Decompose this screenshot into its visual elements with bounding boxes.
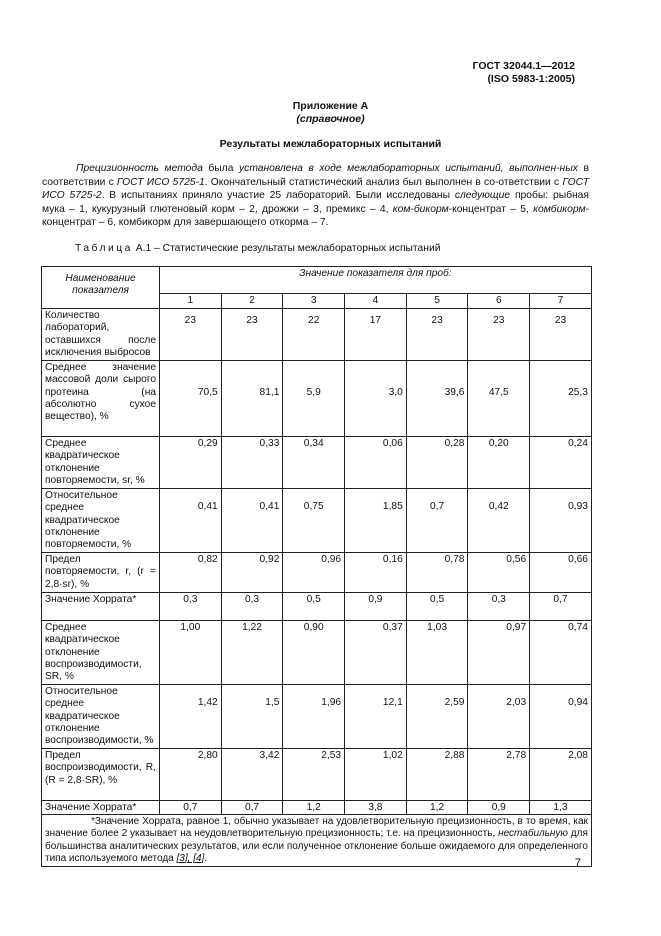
cell-value: 2,03 [468, 685, 530, 749]
cell-value: 81,1 [221, 361, 283, 437]
table-row [42, 749, 592, 801]
cell-value: 2,59 [406, 685, 468, 749]
cell-value: 1,96 [283, 685, 345, 749]
sample-number: 6 [468, 294, 530, 309]
cell-value: 0,66 [530, 553, 592, 593]
cell-value: 0,82 [160, 553, 222, 593]
cell-value: 0,9 [345, 593, 407, 621]
footnote-text: нестабильную [498, 828, 568, 840]
intro-text: ком-бикорм [392, 203, 449, 215]
cell-value: 0,90 [283, 621, 345, 685]
intro-text: -концентрат – 5, [448, 203, 534, 215]
intro-text: -концентрат – 6, комбикорм для завершающего откорма – 7. [42, 203, 590, 229]
cell-value: 0,92 [221, 553, 283, 593]
cell-value: 3,0 [345, 361, 407, 437]
cell-value: 0,93 [530, 489, 592, 553]
intro-paragraph [42, 162, 589, 230]
intro-text: . В испытаниях приняло участие 25 лабораторий. Были исследованы [101, 190, 455, 202]
table-caption-label: Таблица [75, 243, 133, 254]
cell-value: 1,00 [160, 621, 222, 685]
table-caption-text: А.1 – Статистические результаты межлабораторных испытаний [132, 243, 441, 254]
appendix-subtitle: (справочное) [296, 113, 365, 125]
table-row [42, 685, 592, 749]
table-row [42, 489, 592, 553]
intro-text: комбикорм [533, 203, 586, 215]
intro-text: установлена в ходе межлабораторных испытаний, выполнен-ных [239, 163, 578, 174]
cell-value: 0,41 [160, 489, 222, 553]
intro-text: . Окончательный статистический анализ был выполнен в со-ответствии с [204, 176, 563, 188]
cell-value: 47,5 [468, 361, 530, 437]
cell-value: 23 [468, 309, 530, 361]
cell-value: 2,78 [468, 749, 530, 801]
cell-value: 0,28 [406, 437, 468, 489]
cell-value: 70,5 [160, 361, 222, 437]
cell-value: 5,9 [283, 361, 345, 437]
cell-value: 1,42 [160, 685, 222, 749]
page-number: 7 [574, 857, 581, 869]
cell-value: 12,1 [345, 685, 407, 749]
cell-value: 0,9 [468, 801, 530, 815]
cell-value: 0,5 [283, 593, 345, 621]
table-row [42, 309, 592, 361]
cell-value: 0,29 [160, 437, 222, 489]
cell-value: 0,78 [406, 553, 468, 593]
header-values: Значение показателя для проб: [160, 267, 592, 294]
cell-value: 0,34 [283, 437, 345, 489]
intro-text: пробы: рыбная мука – 1, кукурузный глютеновый корм – 2, дрожжи – 3, премикс – 4, [42, 190, 589, 215]
intro-text: ГОСТ ИСО 5725-2 [42, 176, 589, 202]
cell-value: 1,02 [345, 749, 407, 801]
intro-text: Прецизионность метода [76, 163, 203, 174]
sample-number: 1 [160, 294, 222, 309]
section-title: Результаты межлабораторных испытаний [219, 138, 442, 150]
row-label: Значение Хоррата* [42, 801, 160, 815]
cell-value: 1,3 [530, 801, 592, 815]
table-row [42, 621, 592, 685]
row-label: Среднее квадратическое отклонение повторяемости, sr, % [42, 437, 160, 489]
cell-value: 1,85 [345, 489, 407, 553]
results-table [41, 266, 592, 867]
table-header-row [42, 267, 592, 294]
cell-value: 23 [221, 309, 283, 361]
appendix-title: Приложение А [292, 100, 369, 112]
cell-value: 0,7 [221, 801, 283, 815]
table-row [42, 361, 592, 437]
row-label: Среднее квадратическое отклонение воспроизводимости, SR, % [42, 621, 160, 685]
cell-value: 39,6 [406, 361, 468, 437]
cell-value: 1,03 [406, 621, 468, 685]
intro-text: следующие [454, 190, 511, 202]
cell-value: 3,42 [221, 749, 283, 801]
row-label: Предел воспроизводимости, R, (R = 2,8·SR), % [42, 749, 160, 801]
cell-value: 0,41 [221, 489, 283, 553]
table-caption [75, 242, 440, 255]
cell-value: 0,7 [530, 593, 592, 621]
cell-value: 0,3 [468, 593, 530, 621]
table-row [42, 801, 592, 815]
table-note-row [42, 815, 592, 867]
footnote-text: *Значение Хоррата, равное 1, обычно указывает на удовлетворительную прецизионность, в то время, как значение более 2 указывает на неудовлетворительную прецизионность; т.е. на прецизионность, [45, 816, 588, 840]
cell-value: 3,8 [345, 801, 407, 815]
table-row [42, 553, 592, 593]
cell-value: 0,37 [345, 621, 407, 685]
cell-value: 0,24 [530, 437, 592, 489]
standard-number: ГОСТ 32044.1—2012 [472, 60, 575, 72]
cell-value: 0,5 [406, 593, 468, 621]
footnote-text: для большинства аналитических результатов, или если полученное отклонение больше ожидаемого для определенного типа используемого метода [45, 828, 588, 864]
intro-text: была [202, 163, 240, 174]
cell-value: 0,20 [468, 437, 530, 489]
cell-value: 1,2 [406, 801, 468, 815]
sample-number: 7 [530, 294, 592, 309]
sample-number: 2 [221, 294, 283, 309]
intro-text: ГОСТ ИСО 5725-1 [116, 176, 205, 188]
row-label: Относительное среднее квадратическое отклонение повторяемости, % [42, 489, 160, 553]
cell-value: 0,7 [160, 801, 222, 815]
row-label: Относительное среднее квадратическое отклонение воспроизводимости, % [42, 685, 160, 749]
row-label: Предел повторяемости, r, (r = 2,8·sr), % [42, 553, 160, 593]
cell-value: 0,3 [221, 593, 283, 621]
sample-number: 3 [283, 294, 345, 309]
cell-value: 0,3 [160, 593, 222, 621]
cell-value: 0,94 [530, 685, 592, 749]
row-label: Количество лабораторий, оставшихся после исключения выбросов [42, 309, 160, 361]
cell-value: 17 [345, 309, 407, 361]
footnote-reference: [3], [4] [176, 852, 205, 864]
cell-value: 2,88 [406, 749, 468, 801]
cell-value: 0,75 [283, 489, 345, 553]
cell-value: 0,42 [468, 489, 530, 553]
header-indicator: Наименование показателя [42, 267, 160, 309]
cell-value: 1,5 [221, 685, 283, 749]
cell-value: 0,74 [530, 621, 592, 685]
sample-number: 5 [406, 294, 468, 309]
row-label: Среднее значение массовой доли сырого протеина (на абсолютно сухое вещество), % [42, 361, 160, 437]
cell-value: 1,2 [283, 801, 345, 815]
cell-value: 23 [530, 309, 592, 361]
sample-number: 4 [345, 294, 407, 309]
cell-value: 0,96 [283, 553, 345, 593]
cell-value: 25,3 [530, 361, 592, 437]
cell-value: 0,16 [345, 553, 407, 593]
table-row [42, 437, 592, 489]
cell-value: 0,7 [406, 489, 468, 553]
footnote-text: . [204, 852, 208, 864]
cell-value: 0,56 [468, 553, 530, 593]
cell-value: 0,97 [468, 621, 530, 685]
cell-value: 1,22 [221, 621, 283, 685]
cell-value: 22 [283, 309, 345, 361]
cell-value: 2,80 [160, 749, 222, 801]
row-label: Значение Хоррата* [42, 593, 160, 621]
cell-value: 2,53 [283, 749, 345, 801]
cell-value: 23 [406, 309, 468, 361]
table-footnote [42, 815, 592, 867]
standard-designation [473, 60, 575, 86]
iso-reference: (ISO 5983-1:2005) [487, 73, 575, 85]
table-row [42, 593, 592, 621]
intro-text: в соответствии с [42, 163, 589, 188]
cell-value: 0,06 [345, 437, 407, 489]
cell-value: 0,33 [221, 437, 283, 489]
cell-value: 2,08 [530, 749, 592, 801]
cell-value: 23 [160, 309, 222, 361]
